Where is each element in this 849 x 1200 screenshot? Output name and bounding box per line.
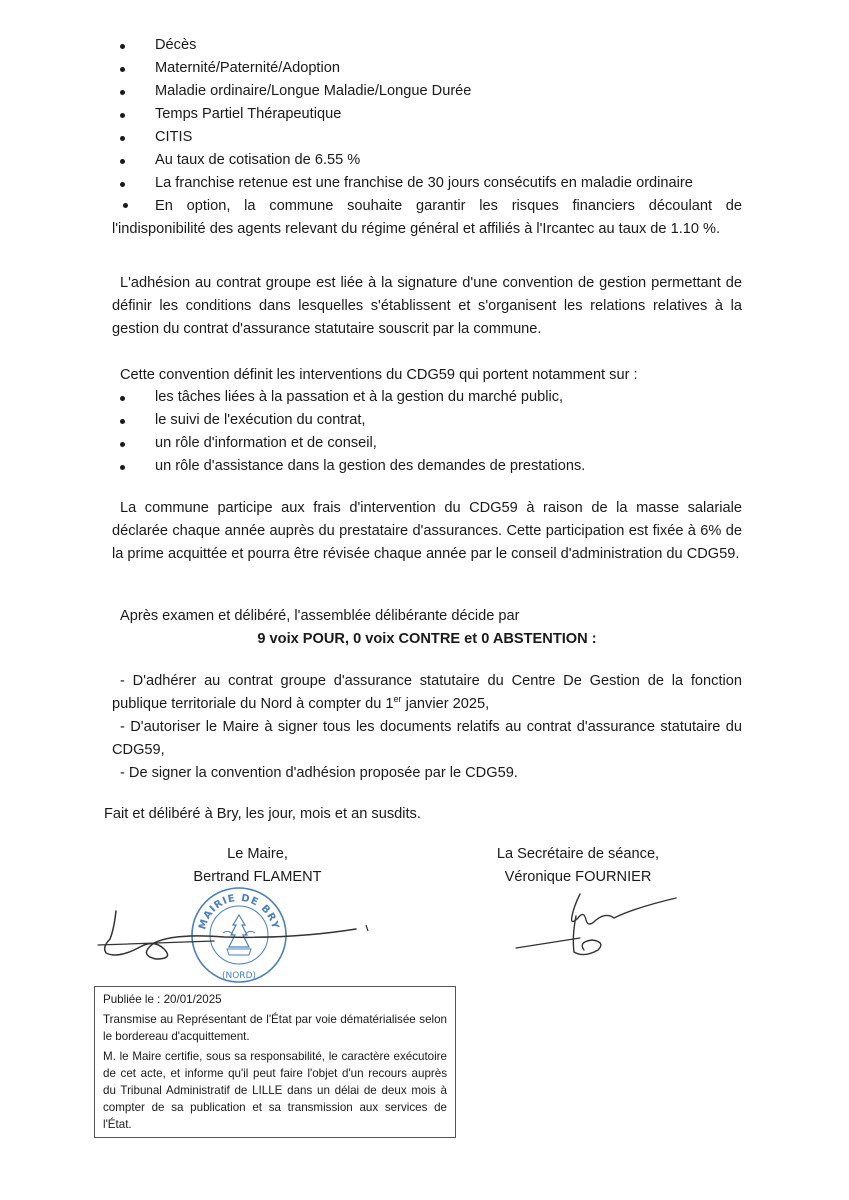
secretary-signature [514,886,694,966]
publication-date: Publiée le : 20/01/2025 [103,993,222,1006]
secretary-name: Véronique FOURNIER [504,869,652,885]
transmission-text: Transmise au Représentant de l'État par voie dématérialisée selon le bordereau d'acquittement. [103,1013,447,1043]
list-item: CITIS [118,126,758,149]
bullet-icon [123,203,128,208]
guarantees-list [118,34,758,195]
option-paragraph: En option, la commune souhaite garantir les risques financiers découlant de l'indisponibilité des agents relevant du régime général et affiliés à l'Ircantec au taux de 1.10 %. [112,198,742,237]
convention-list [118,386,758,478]
secretary-block [478,843,678,889]
list-item: un rôle d'information et de conseil, [118,432,758,455]
certification-text: M. le Maire certifie, sous sa responsabilité, le caractère exécutoire de cet acte, et informe qu'il peut faire l'objet d'un recours auprès du Tribunal Administratif de LILLE dans un délai de deux mois à compter de sa publication et sa transmission aux services de l'État. [103,1050,447,1131]
list-item: Temps Partiel Thérapeutique [118,103,758,126]
vote-result: 9 voix POUR, 0 voix CONTRE et 0 ABSTENTION : [257,631,597,647]
decision-3: - De signer la convention d'adhésion proposée par le CDG59. [120,765,518,781]
mayor-name: Bertrand FLAMENT [193,869,322,885]
list-item: Maternité/Paternité/Adoption [118,57,758,80]
list-item: les tâches liées à la passation et à la gestion du marché public, [118,386,758,409]
decisions [112,670,742,785]
list-item: Au taux de cotisation de 6.55 % [118,149,758,172]
closing-line: Fait et délibéré à Bry, les jour, mois et an susdits. [104,806,421,822]
mayor-block [170,843,345,889]
svg-text:MAIRIE DE BRY: MAIRIE DE BRY [197,892,281,931]
list-item: Décès [118,34,758,57]
mayor-signature [94,903,394,973]
list-item: La franchise retenue est une franchise de 30 jours consécutifs en maladie ordinaire [118,172,758,195]
participation-paragraph: La commune participe aux frais d'intervention du CDG59 à raison de la masse salariale déclarée chaque année auprès du prestataire d'assurances. Cette participation est fixée à 6% de la prime acquittée et pourra être révisée chaque année par le conseil d'administration du CDG59. [112,500,742,562]
mayor-role: Le Maire, [227,846,288,862]
deliberation-intro: Après examen et délibéré, l'assemblée délibérante décide par [120,608,520,624]
list-item: Maladie ordinaire/Longue Maladie/Longue Durée [118,80,758,103]
adhesion-paragraph: L'adhésion au contrat groupe est liée à la signature d'une convention de gestion permettant de définir les conditions dans lesquelles s'établissent et s'organisent les relations relatives à la gestion du contrat d'assurance statutaire souscrit par la commune. [112,275,742,337]
list-item: un rôle d'assistance dans la gestion des demandes de prestations. [118,455,758,478]
decision-2: - D'autoriser le Maire à signer tous les documents relatifs au contrat d'assurance statutaire du CDG59, [112,719,742,758]
list-item: le suivi de l'exécution du contrat, [118,409,758,432]
secretary-role: La Secrétaire de séance, [496,846,660,862]
svg-text:(NORD): (NORD) [221,971,257,981]
convention-intro: Cette convention définit les interventions du CDG59 qui portent notamment sur : [120,367,638,383]
decision-1: - D'adhérer au contrat groupe d'assurance statutaire du Centre De Gestion de la fonction publique territoriale du Nord à compter du 1er janvier 2025, [112,673,742,712]
publication-box [94,986,456,1138]
